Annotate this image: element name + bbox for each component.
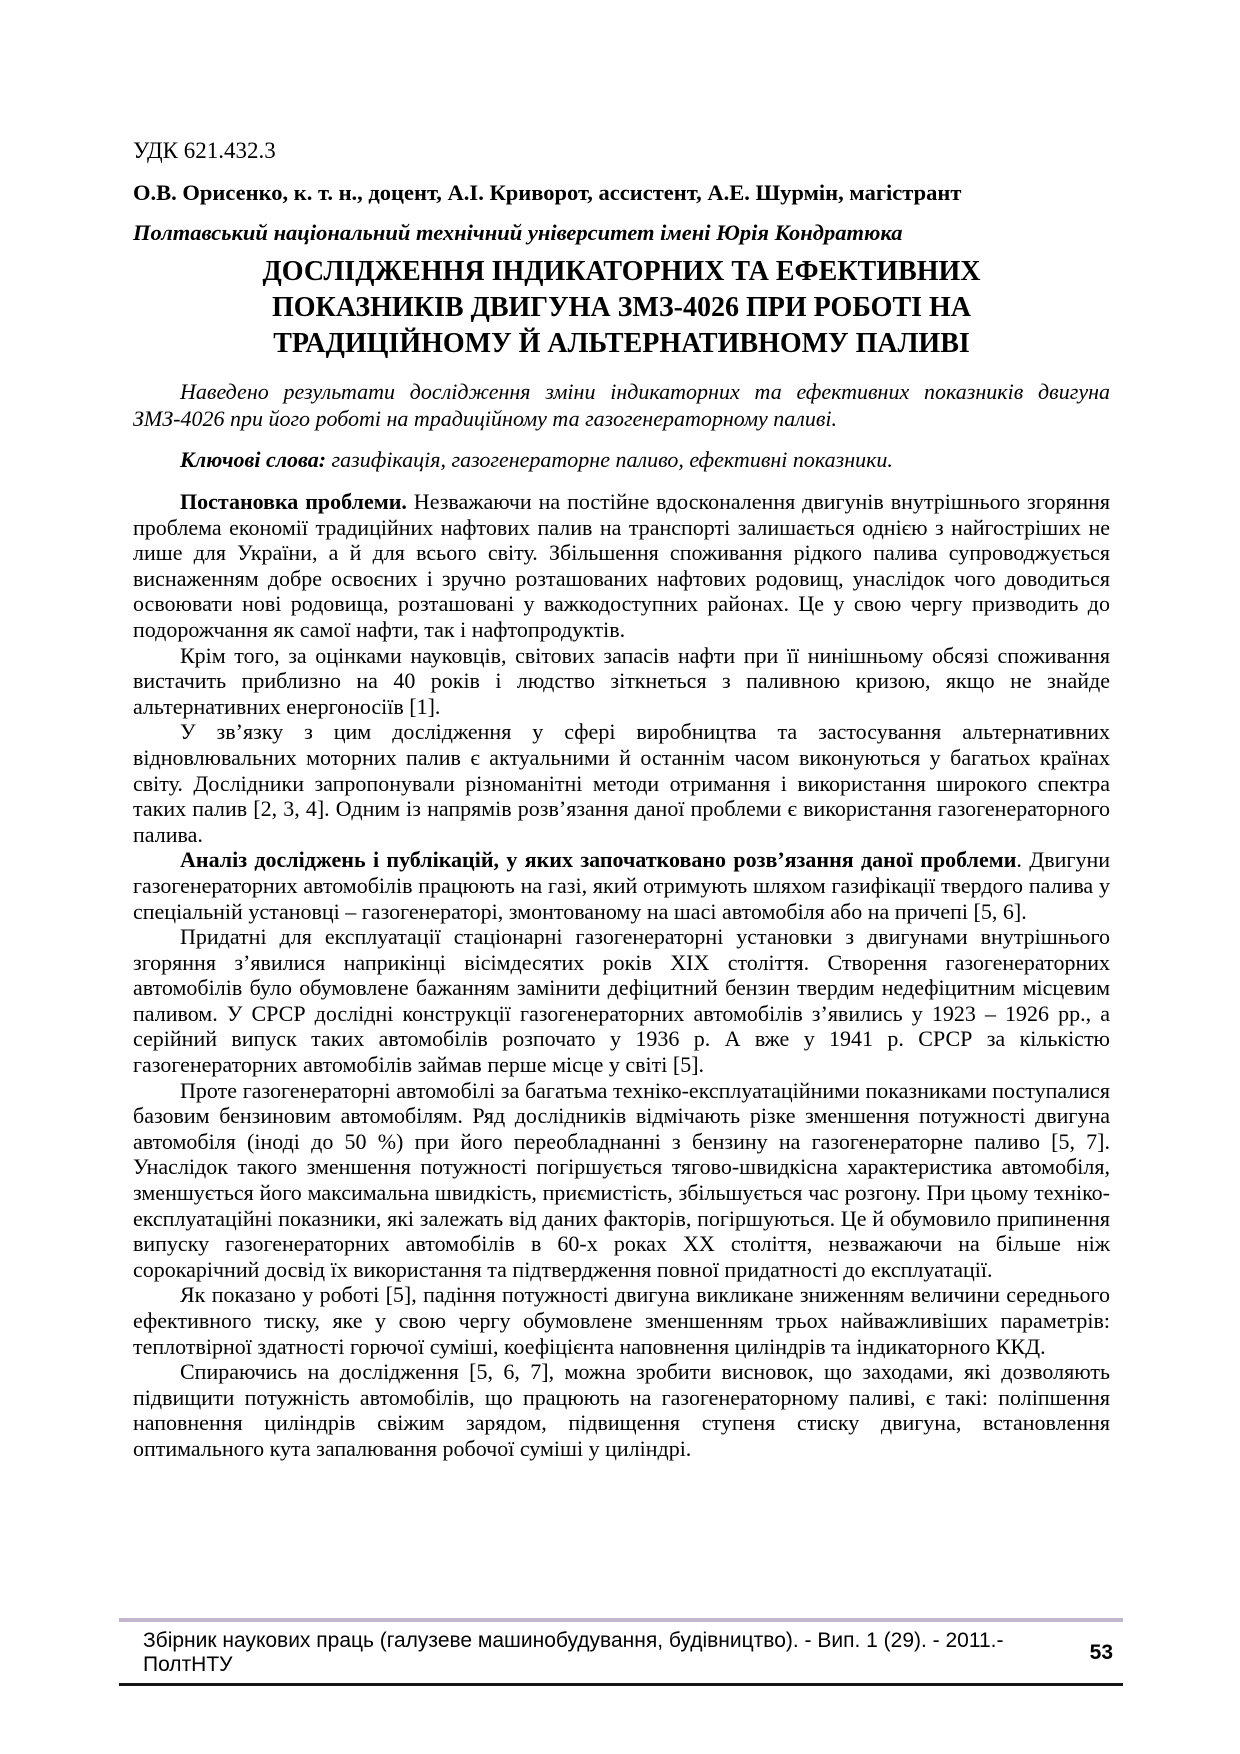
body-text (133, 489, 1110, 1462)
paragraph (133, 489, 1110, 643)
paper-title (133, 254, 1110, 362)
udc-code: УДК 621.432.3 (133, 138, 276, 163)
abstract: Наведено результати дослідження зміни індикаторних та ефективних показників двигуна ЗМЗ-4026 при його роботі на традиційному та газогенераторному паливі. (133, 379, 1110, 431)
paragraph-text: У зв’язку з цим дослідження у сфері виробництва та застосування альтернативних відновлювальних моторних палив є актуальними й останнім часом виконуються у багатьох країнах світу. Дослідники запропонували різноманітні методи отримання і використання широкого спектра таких палив [2, 3, 4]. Одним із напрямів розв’язання даної проблеми є використання газогенераторного палива. (133, 719, 1110, 847)
paragraph-text: Спираючись на дослідження [5, 6, 7], можна зробити висновок, що заходами, які дозволяють підвищити потужність автомобілів, що працюють на газогенераторному паливі, є такі: поліпшення наповнення циліндрів свіжим зарядом, підвищення ступеня стиску двигуна, встановлення оптимального кута запалювання робочої суміші у циліндрі. (133, 1359, 1110, 1461)
keywords-text: газифікація, газогенераторне паливо, ефективні показники. (326, 447, 893, 472)
footer-citation: Збірник наукових праць (галузеве машинобудування, будівництво). - Вип. 1 (29). - 2011.-ПолтНТУ (143, 1629, 1004, 1676)
paragraph (133, 1282, 1110, 1359)
page-footer (119, 1618, 1123, 1686)
paragraph (133, 847, 1110, 924)
paper-title-line-3: ТРАДИЦІЙНОМУ Й АЛЬТЕРНАТИВНОМУ ПАЛИВІ (273, 328, 970, 359)
paragraph (133, 1078, 1110, 1283)
paper-content (133, 138, 1110, 1462)
page-number: 53 (1089, 1641, 1113, 1664)
paragraph-text: Придатні для експлуатації стаціонарні газогенераторні установки з двигунами внутрішнього згоряння з’явилися наприкінці вісімдесятих років XIX століття. Створення газогенераторних автомобілів було обумовлене бажанням замінити дефіцитний бензин твердим недефіцитним місцевим паливом. У СРСР дослідні конструкції газогенераторних автомобілів з’явились у 1923 – 1926 рр., а серійний випуск таких автомобілів розпочато у 1936 р. А вже у 1941 р. СРСР за кількістю газогенераторних автомобілів займав перше місце у світі [5]. (133, 924, 1110, 1078)
paragraph (133, 1359, 1110, 1461)
paragraph-lead: Аналіз досліджень і публікацій, у яких започатковано розв’язання даної проблеми (180, 847, 1017, 873)
paragraph (133, 643, 1110, 720)
paragraph (133, 719, 1110, 847)
keywords-line (133, 446, 1110, 473)
paragraph-lead: Постановка проблеми. (180, 489, 407, 514)
paragraph-text: Незважаючи на постійне вдосконалення двигунів внутрішнього згоряння проблема економії традиційних нафтових палив на транспорті залишається однією з найгостріших не лише для України, а й для всього світу. Збільшення споживання рідкого палива супроводжується виснаженням добре освоєних і зручно розташованих нафтових родовищ, унаслідок чого доводиться освоювати нові родовища, розташовані у важкодоступних районах. Це у свою чергу призводить до подорожчання як самої нафти, так і нафтопродуктів. (133, 489, 1110, 642)
paragraph-text: Крім того, за оцінками науковців, світових запасів нафти при її нинішньому обсязі споживання вистачить приблизно на 40 років і людство зіткнеться з паливною кризою, якщо не знайде альтернативних енергоносіїв [1]. (133, 642, 1110, 719)
authors-line: О.В. Орисенко, к. т. н., доцент, А.І. Криворот, ассистент, А.Е. Шурмін, магістрант (133, 180, 962, 205)
keywords-label: Ключові слова: (180, 447, 327, 472)
paragraph-text: Як показано у роботі [5], падіння потужності двигуна викликане зниженням величини середнього ефективного тиску, яке у свою чергу обумовлене зменшенням трьох найважливіших параметрів: теплотвірної здатності горючої суміші, коефіцієнта наповнення циліндрів та індикаторного ККД. (133, 1282, 1110, 1359)
paragraph-text: . Двигуни газогенераторних автомобілів працюють на газі, який отримують шляхом газифікації твердого палива у спеціальній установці – газогенераторі, змонтованому на шасі автомобіля або на причепі [5, 6]. (133, 847, 1110, 924)
paragraph (133, 924, 1110, 1078)
paper-title-line-2: ПОКАЗНИКІВ ДВИГУНА ЗМЗ-4026 ПРИ РОБОТІ НА (271, 292, 972, 323)
paper-title-line-1: ДОСЛІДЖЕННЯ ІНДИКАТОРНИХ ТА ЕФЕКТИВНИХ (262, 256, 981, 287)
paragraph-text: Проте газогенераторні автомобілі за багатьма техніко-експлуатаційними показниками поступалися базовим бензиновим автомобілям. Ряд дослідників відмічають різке зменшення потужності двигуна автомобіля (іноді до 50 %) при його переобладнанні з бензину на газогенераторне паливо [5, 7]. Унаслідок такого зменшення потужності погіршується тягово-швидкісна характеристика автомобіля, зменшується його максимальна швидкість, приємистість, збільшується час розгону. При цьому техніко-експлуатаційні показники, які залежать від даних факторів, погіршуються. Це й обумовило припинення випуску газогенераторних автомобілів в 60-х роках ХХ століття, незважаючи на більше ніж сорокарічний досвід їх використання та підтвердження повної придатності до експлуатації. (133, 1077, 1110, 1282)
affiliation-line: Полтавський національний технічний університет імені Юрія Кондратюка (133, 220, 903, 245)
